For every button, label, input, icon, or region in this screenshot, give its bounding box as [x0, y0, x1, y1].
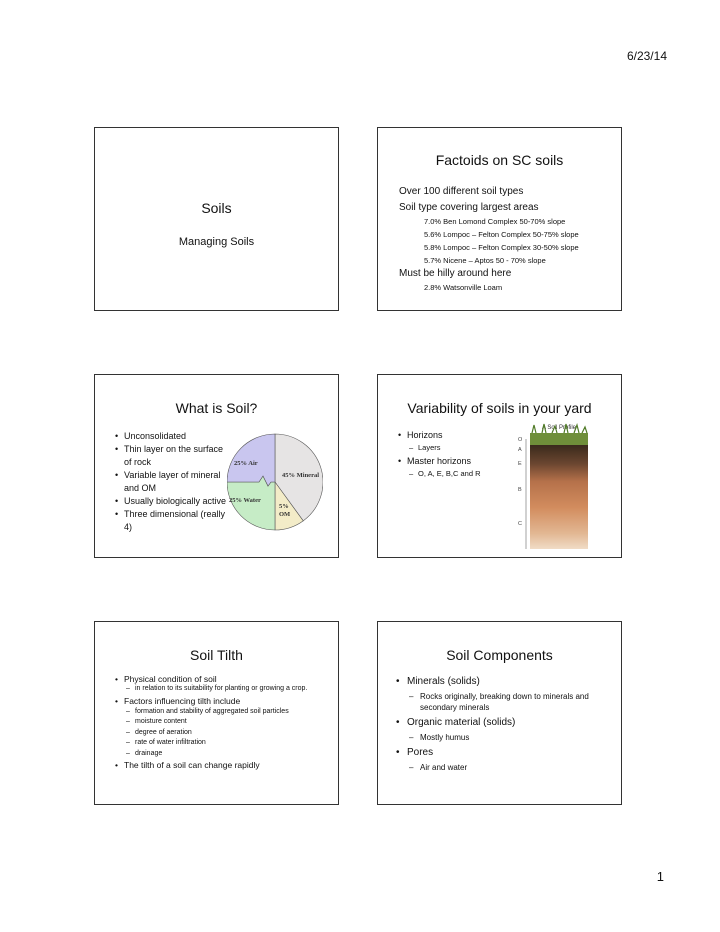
- soil-layers: [530, 445, 588, 549]
- fact-subline: 5.6% Lompoc – Felton Complex 50-75% slope: [424, 230, 579, 239]
- horizon-label-o: O: [518, 437, 523, 443]
- bullet-item: • Thin layer on the surface of rock: [115, 444, 224, 467]
- pie-label-water: 25% Water: [229, 497, 261, 504]
- slide-title: Soil Tilth: [190, 647, 243, 663]
- horizon-label-e: E: [518, 461, 522, 467]
- fact-line: Soil type covering largest areas: [399, 202, 539, 213]
- sub-bullet-item: – degree of aeration: [126, 728, 192, 736]
- fact-subline: 7.0% Ben Lomond Complex 50-70% slope: [424, 217, 566, 226]
- fact-subline: 5.8% Lompoc – Felton Complex 30-50% slope: [424, 243, 579, 252]
- page-number: 1: [656, 869, 664, 884]
- slide-variability: [377, 374, 622, 558]
- bullet-item: • Unconsolidated: [115, 431, 187, 441]
- pie-label-om-name: OM: [279, 511, 291, 518]
- sub-bullet-item: – in relation to its suitability for planting or growing a crop.: [126, 685, 308, 692]
- sub-bullet-item: – Rocks originally, breaking down to minerals and secondary minerals: [409, 692, 589, 712]
- bullet-item: • Master horizons: [398, 456, 472, 466]
- pie-label-mineral: 45% Mineral: [282, 472, 320, 479]
- horizon-label-b: B: [518, 487, 522, 493]
- soil-profile-image: [508, 421, 604, 551]
- fact-line: Must be hilly around here: [399, 268, 512, 279]
- pie-label-om-value: 5%: [279, 503, 289, 510]
- slide-soil-components: [377, 621, 622, 805]
- sub-bullet-item: – Mostly humus: [409, 733, 470, 742]
- pie-label-om: [279, 503, 290, 518]
- sub-bullet-item: – formation and stability of aggregated soil particles: [126, 707, 289, 715]
- fact-subline: 2.8% Watsonville Loam: [424, 283, 503, 292]
- bullet-item: • Variable layer of mineral and OM: [115, 470, 221, 493]
- soil-profile-caption: A Soil Profile: [542, 425, 577, 431]
- bullet-list: [115, 674, 325, 771]
- bullet-item: • Physical condition of soil: [115, 674, 217, 684]
- slide-title: Soils: [201, 200, 232, 216]
- sub-bullet-item: – Layers: [409, 443, 441, 452]
- slide-title: Factoids on SC soils: [435, 152, 564, 168]
- sub-bullet-item: – moisture content: [126, 718, 187, 725]
- slide-subtitle: Managing Soils: [178, 236, 255, 248]
- sub-bullet-item: – drainage: [126, 749, 163, 757]
- bullet-item: • Three dimensional (really 4): [115, 509, 226, 532]
- fact-subline: 5.7% Nicene – Aptos 50 - 70% slope: [424, 256, 546, 265]
- sub-bullet-item: – rate of water infiltration: [126, 739, 206, 746]
- pie-label-air: 25% Air: [234, 460, 258, 467]
- slide-soil-tilth: [94, 621, 339, 805]
- bullet-item: • Horizons: [398, 430, 443, 440]
- bullet-list: [396, 675, 611, 773]
- fact-line: Over 100 different soil types: [399, 186, 524, 197]
- slide-what-is-soil: [94, 374, 339, 558]
- bullet-item: • Factors influencing tilth include: [115, 695, 241, 706]
- bullet-item: • Usually biologically active: [115, 496, 227, 506]
- slide-title: Soil Components: [446, 647, 553, 663]
- bullet-list: [115, 430, 230, 534]
- slide-factoids: [377, 127, 622, 311]
- soil-composition-pie: [227, 433, 323, 531]
- slide-title: Variability of soils in your yard: [407, 400, 592, 416]
- horizon-label-a: A: [518, 447, 522, 453]
- slide-title: What is Soil?: [175, 400, 258, 416]
- bullet-list: [398, 430, 518, 482]
- bullet-item: • The tilth of a soil can change rapidly: [115, 760, 260, 770]
- bullet-item: • Organic material (solids): [396, 717, 516, 728]
- slide-soils: [94, 127, 339, 311]
- sub-bullet-item: – O, A, E, B,C and R: [409, 469, 481, 478]
- bullet-item: • Pores: [396, 747, 434, 758]
- bullet-item: • Minerals (solids): [396, 676, 480, 687]
- horizon-label-c: C: [518, 521, 522, 527]
- sub-bullet-item: – Air and water: [409, 763, 468, 772]
- page-date: 6/23/14: [626, 49, 667, 63]
